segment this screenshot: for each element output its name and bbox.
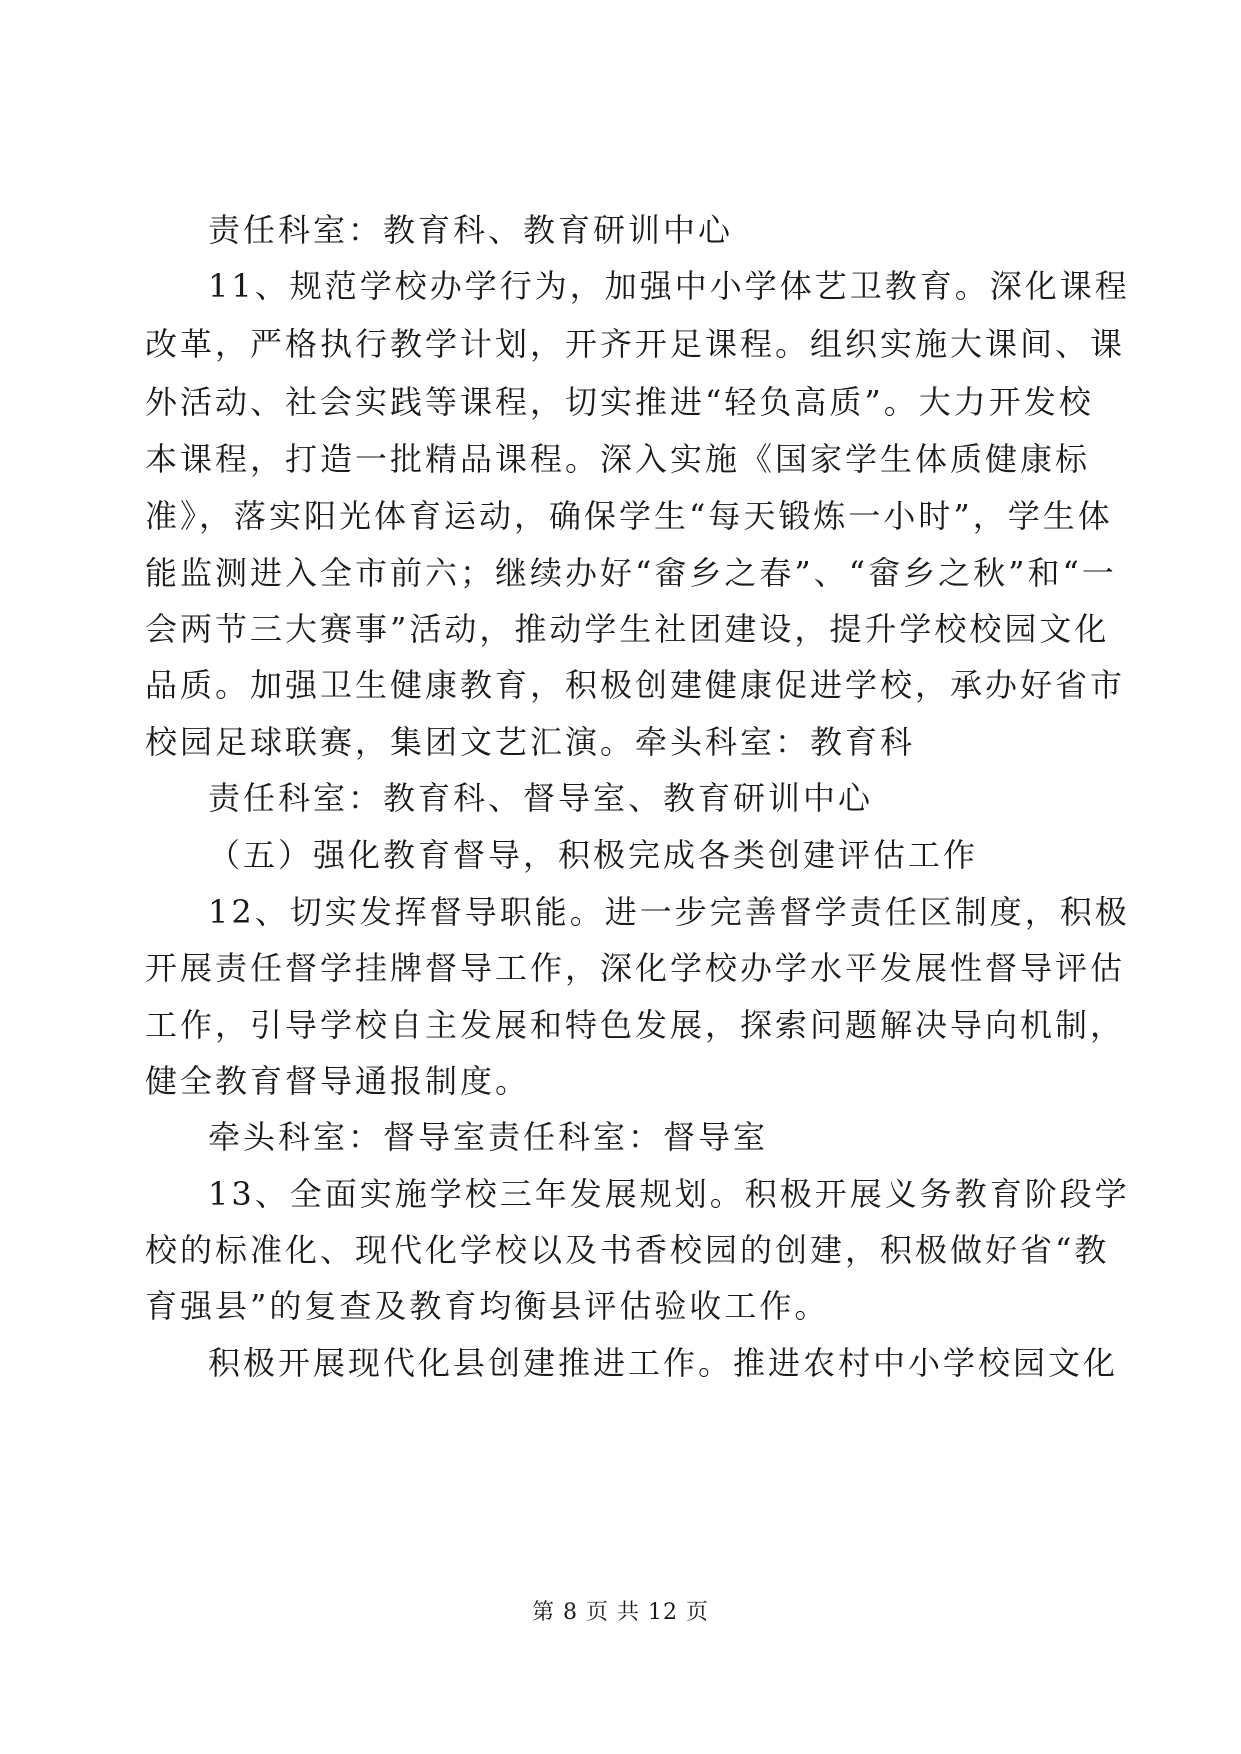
line-modernization-county: 积极开展现代化县创建推进工作。推进农村中小学校园文化 <box>208 1344 1119 1382</box>
line-responsible-dept-2: 责任科室：教育科、督导室、教育研训中心 <box>208 779 874 817</box>
line-item-12-2: 开展责任督学挂牌督导工作，深化学校办学水平发展性督导评估 <box>145 949 1126 987</box>
line-item-11-3: 外活动、社会实践等课程，切实推进“轻负高质”。大力开发校 <box>145 383 1094 421</box>
line-item-11-2: 改革，严格执行教学计划，开齐开足课程。组织实施大课间、课 <box>145 325 1126 363</box>
line-item-11-start: 11、规范学校办学行为，加强中小学体艺卫教育。深化课程 <box>208 267 1130 305</box>
line-item-11-8: 品质。加强卫生健康教育，积极创建健康促进学校，承办好省市 <box>145 666 1126 704</box>
line-item-12-4: 健全教育督导通报制度。 <box>145 1062 531 1100</box>
line-item-11-4: 本课程，打造一批精品课程。深入实施《国家学生体质健康标 <box>145 440 1091 478</box>
line-item-12-3: 工作，引导学校自主发展和特色发展，探索问题解决导向机制， <box>145 1006 1126 1044</box>
line-item-13-3: 育强县”的复查及教育均衡县评估验收工作。 <box>145 1287 830 1325</box>
line-item-13-2: 校的标准化、现代化学校以及书香校园的创建，积极做好省“教 <box>145 1231 1110 1269</box>
line-item-11-7: 会两节三大赛事”活动，推动学生社团建设，提升学校校园文化 <box>145 610 1110 648</box>
section-heading-5: （五）强化教育督导，积极完成各类创建评估工作 <box>208 836 979 874</box>
line-item-12-start: 12、切实发挥督导职能。进一步完善督学责任区制度，积极 <box>208 893 1130 931</box>
line-responsible-dept-1: 责任科室：教育科、教育研训中心 <box>208 211 734 249</box>
page-number-footer: 第 8 页 共 12 页 <box>532 1600 709 1625</box>
line-item-11-6: 能监测进入全市前六；继续办好“畲乡之春”、“畲乡之秋”和“一 <box>145 554 1117 592</box>
line-item-13-start: 13、全面实施学校三年发展规划。积极开展义务教育阶段学 <box>208 1175 1130 1213</box>
line-lead-and-responsible-dept: 牵头科室：督导室责任科室：督导室 <box>208 1118 769 1156</box>
line-item-11-9: 校园足球联赛，集团文艺汇演。牵头科室：教育科 <box>145 723 916 761</box>
line-item-11-5: 准》，落实阳光体育运动，确保学生“每天锻炼一小时”，学生体 <box>145 497 1113 535</box>
